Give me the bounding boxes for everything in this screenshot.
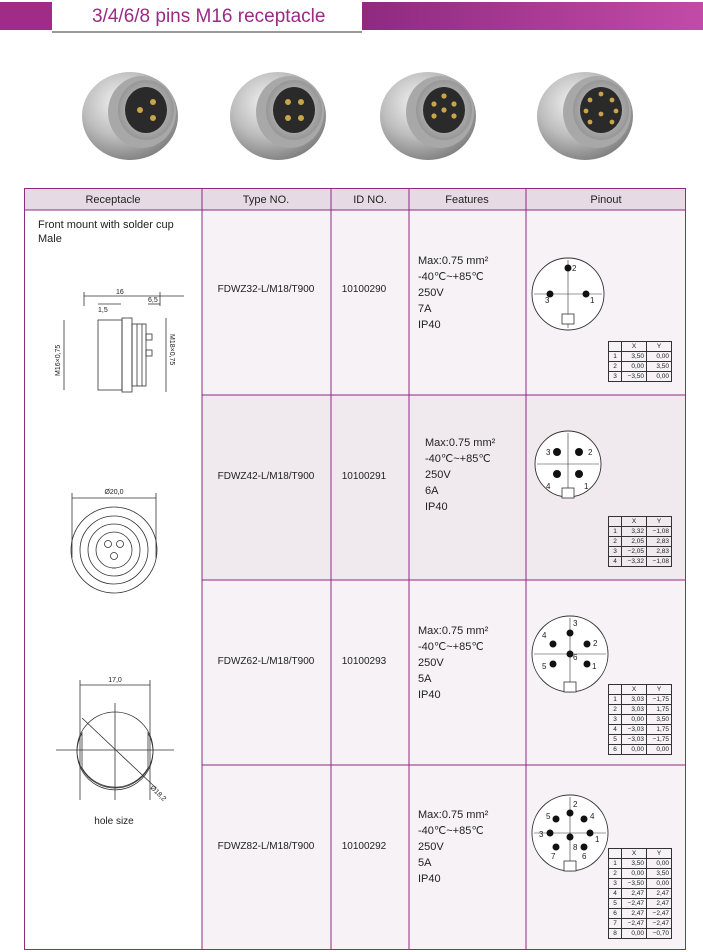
feature-row4-current: 5A [418, 857, 432, 869]
type-no-row2: FDWZ42-L/M18/T900 [217, 471, 315, 482]
table-row: 1 3,32 −1,08 [609, 527, 672, 537]
feature-row3-temp: -40℃~+85℃ [418, 641, 484, 653]
table-row: 8 0,00 −0,70 [609, 929, 672, 939]
product-photo-4pin [228, 60, 338, 170]
pin-label-row4-1: 1 [595, 835, 600, 844]
header-type-no: Type NO. [242, 194, 290, 206]
table-row: 3 −3,50 0,00 [609, 372, 672, 382]
feature-row1-voltage: 250V [418, 287, 444, 299]
header-pinout: Pinout [590, 194, 622, 206]
dim-16: 16 [116, 289, 124, 296]
pinout-diagram-row1 [532, 258, 604, 330]
receptacle-desc-line2: Male [38, 233, 62, 245]
type-no-row1: FDWZ32-L/M18/T900 [217, 284, 315, 295]
pin-label-row3-5: 5 [542, 662, 547, 671]
coord-table-row2: X Y 1 3,32 −1,08 2 2,05 2,83 3 −2,05 2,83 4 −3,32 −1,08 [608, 516, 672, 567]
feature-row3-ip: IP40 [418, 689, 441, 701]
pin-label-row4-4: 4 [590, 812, 595, 821]
feature-row1-temp: -40℃~+85℃ [418, 271, 484, 283]
pin-label-row2-2: 2 [588, 448, 593, 457]
feature-row3-voltage: 250V [418, 657, 444, 669]
dim-m16: M16×0,75 [55, 344, 62, 376]
table-row: 3 0,00 3,50 [609, 715, 672, 725]
pin-label-row3-1: 1 [592, 662, 597, 671]
pin-label-row3-2: 2 [593, 639, 598, 648]
pin-label-row2-1: 1 [584, 482, 589, 491]
coord-table-row4: X Y 1 3,50 0,00 2 0,00 3,50 3 −3,50 0,00 4 2,47 2,47 5 −2,47 2,47 6 2,47 −2,47 7 −2,47 −2,47 8 0,00 −0,70 [608, 848, 672, 939]
pin-label-row1-3: 3 [545, 296, 550, 305]
feature-row4-voltage: 250V [418, 841, 444, 853]
pin-label-row2-4: 4 [546, 482, 551, 491]
banner-accent-right [362, 2, 703, 30]
id-no-row4: 10100292 [341, 841, 387, 852]
pin-label-row4-5: 5 [546, 812, 551, 821]
pinout-diagram-row3 [532, 616, 608, 692]
spec-table [24, 188, 686, 950]
coord-table-row3: X Y 1 3,03 −1,75 2 3,03 1,75 3 0,00 3,50 4 −3,03 1,75 5 −3,03 −1,75 6 0,00 0,00 [608, 684, 672, 755]
table-row: 7 −2,47 −2,47 [609, 919, 672, 929]
dim-1-5: 1,5 [98, 307, 108, 314]
table-row: 5 −3,03 −1,75 [609, 735, 672, 745]
table-row: 2 0,00 3,50 [609, 869, 672, 879]
header-id-no: ID NO. [353, 194, 387, 206]
pin-label-row4-2: 2 [573, 800, 578, 809]
pin-label-row2-3: 3 [546, 448, 551, 457]
dim-d20: Ø20,0 [104, 489, 124, 496]
page-title: 3/4/6/8 pins M16 receptacle [92, 6, 326, 27]
table-row: 1 3,50 0,00 [609, 352, 672, 362]
table-row: 6 0,00 0,00 [609, 745, 672, 755]
header-features: Features [445, 194, 489, 206]
pinout-diagram-row2 [535, 431, 601, 498]
pin-label-row4-7: 7 [551, 852, 556, 861]
feature-row2-voltage: 250V [425, 469, 451, 481]
pin-label-row3-4: 4 [542, 631, 547, 640]
pin-label-row3-3: 3 [573, 619, 578, 628]
table-row: 1 3,03 −1,75 [609, 695, 672, 705]
header-receptacle: Receptacle [85, 194, 141, 206]
banner-title-box [52, 0, 362, 33]
receptacle-desc-line1: Front mount with solder cup [38, 219, 174, 231]
table-row: 4 −3,32 −1,08 [609, 557, 672, 567]
pin-label-row3-6: 6 [573, 653, 578, 662]
dim-m18: M18×0,75 [168, 334, 175, 366]
feature-row1-current: 7A [418, 303, 432, 315]
product-photo-8pin [535, 60, 645, 170]
dim-d18: Ø18,2 [148, 784, 168, 803]
product-photo-6pin [378, 60, 488, 170]
pin-label-row4-8: 8 [573, 843, 578, 852]
feature-row2-temp: -40℃~+85℃ [425, 453, 491, 465]
table-row: 4 2,47 2,47 [609, 889, 672, 899]
table-row: 2 3,03 1,75 [609, 705, 672, 715]
id-no-row3: 10100293 [341, 656, 387, 667]
feature-row2-wire: Max:0.75 mm² [425, 437, 496, 449]
feature-row4-ip: IP40 [418, 873, 441, 885]
hole-size-label: hole size [94, 816, 134, 827]
id-no-row1: 10100290 [341, 284, 387, 295]
type-no-row4: FDWZ82-L/M18/T900 [217, 841, 315, 852]
feature-row3-wire: Max:0.75 mm² [418, 625, 489, 637]
table-row: 4 −3,03 1,75 [609, 725, 672, 735]
title-banner [0, 0, 703, 33]
feature-row3-current: 5A [418, 673, 432, 685]
table-row: 5 −2,47 2,47 [609, 899, 672, 909]
table-row: 3 −2,05 2,83 [609, 547, 672, 557]
dim-6-5: 6,5 [148, 297, 158, 304]
feature-row1-ip: IP40 [418, 319, 441, 331]
table-row: 2 2,05 2,83 [609, 537, 672, 547]
type-no-row3: FDWZ62-L/M18/T900 [217, 656, 315, 667]
table-row: 6 2,47 −2,47 [609, 909, 672, 919]
pin-label-row4-6: 6 [582, 852, 587, 861]
table-row: 3 −3,50 0,00 [609, 879, 672, 889]
pin-label-row1-2: 2 [572, 264, 577, 273]
table-row: 1 3,50 0,00 [609, 859, 672, 869]
pin-label-row1-1: 1 [590, 296, 595, 305]
feature-row2-current: 6A [425, 485, 439, 497]
feature-row4-temp: -40℃~+85℃ [418, 825, 484, 837]
banner-accent-left [0, 2, 52, 30]
feature-row1-wire: Max:0.75 mm² [418, 255, 489, 267]
feature-row2-ip: IP40 [425, 501, 448, 513]
dim-17: 17,0 [108, 677, 122, 684]
product-photo-3pin [80, 60, 190, 170]
pin-label-row4-3: 3 [539, 830, 544, 839]
id-no-row2: 10100291 [341, 471, 387, 482]
coord-header-y: Y [647, 342, 672, 352]
table-row: 2 0,00 3,50 [609, 362, 672, 372]
coord-header-x: X [622, 342, 647, 352]
coord-table-row1 [608, 341, 672, 382]
feature-row4-wire: Max:0.75 mm² [418, 809, 489, 821]
